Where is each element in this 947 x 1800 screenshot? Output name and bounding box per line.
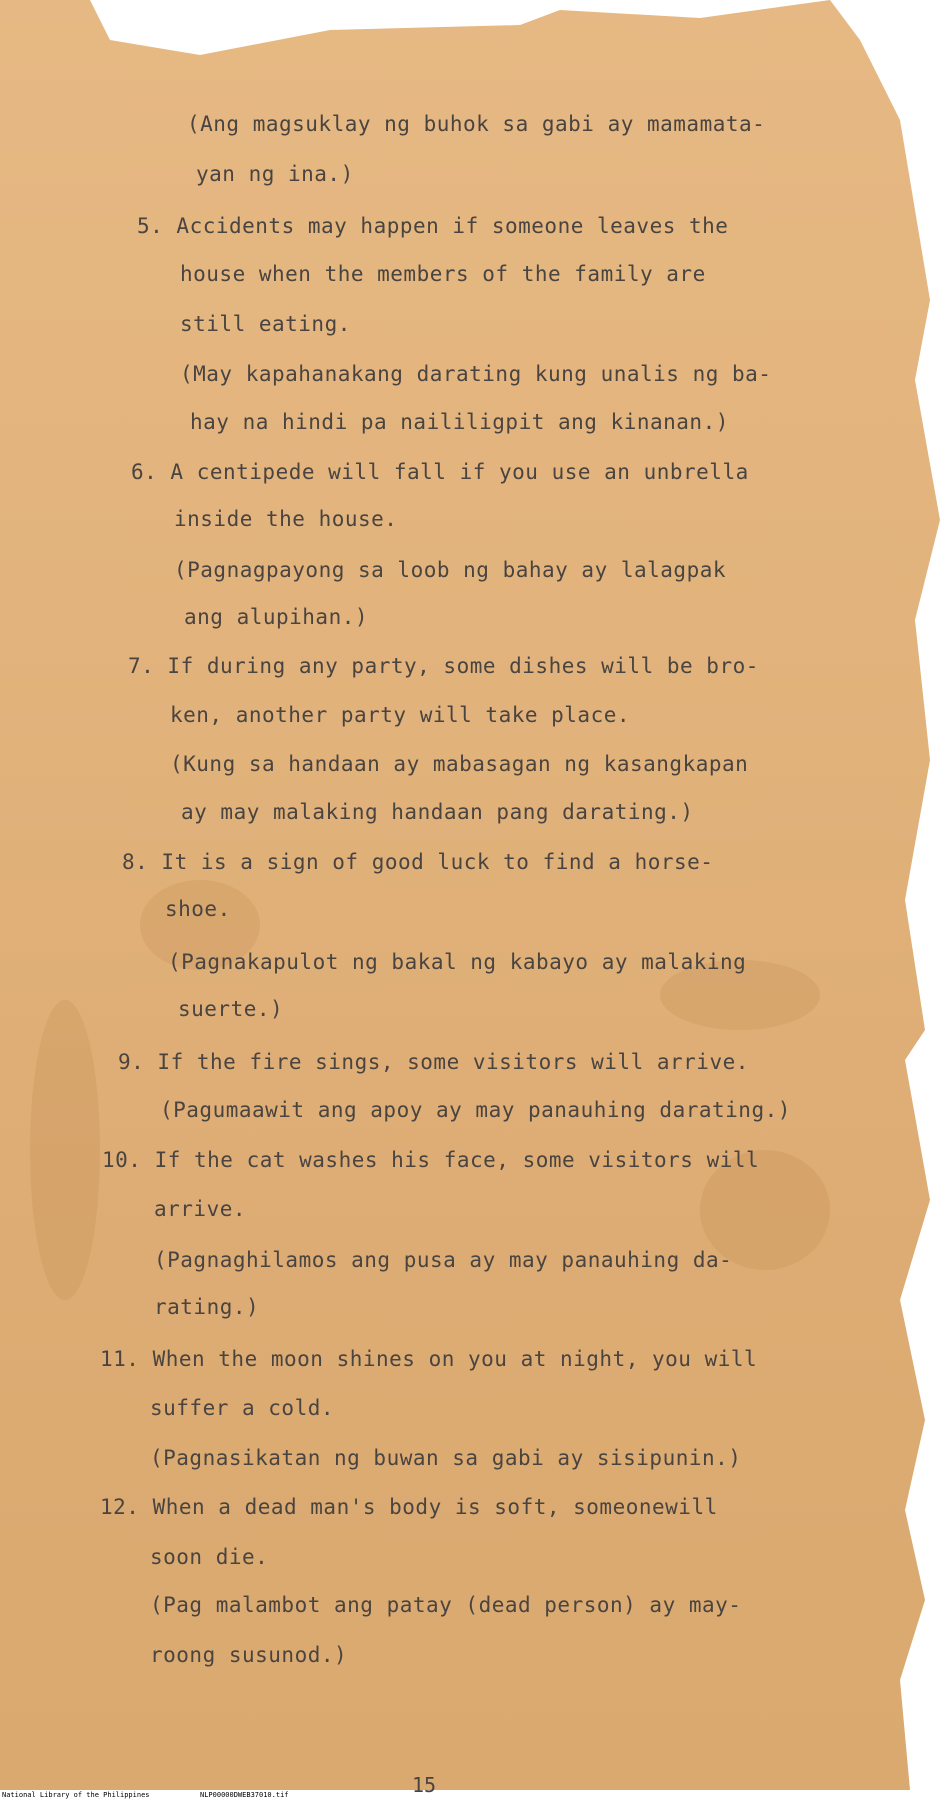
- text-line: (Ang magsuklay ng buhok sa gabi ay mamamata-: [187, 112, 766, 136]
- list-item-6: 6. A centipede will fall if you use an unbrella: [131, 460, 749, 484]
- text-line: (Pagnakapulot ng bakal ng kabayo ay malaking: [168, 950, 747, 974]
- page-number: 15: [412, 1773, 437, 1797]
- text-line: (Pagnaghilamos ang pusa ay may panauhing da-: [154, 1248, 733, 1272]
- file-name: NLP00000DWEB37010.tif: [200, 1791, 289, 1799]
- text-line: roong susunod.): [150, 1643, 348, 1667]
- list-item-10: 10. If the cat washes his face, some visitors will: [102, 1148, 760, 1172]
- text-line: arrive.: [154, 1197, 247, 1221]
- library-credit: National Library of the Philippines: [2, 1791, 150, 1799]
- list-item-11: 11. When the moon shines on you at night, you will: [100, 1347, 758, 1371]
- scan-footer: [0, 1790, 947, 1800]
- list-item-8: 8. It is a sign of good luck to find a horse-: [122, 850, 714, 874]
- text-line: (Pagumaawit ang apoy ay may panauhing darating.): [160, 1098, 791, 1122]
- list-item-5: 5. Accidents may happen if someone leaves the: [137, 214, 729, 238]
- text-line: (Kung sa handaan ay mabasagan ng kasangkapan: [170, 752, 749, 776]
- list-item-12: 12. When a dead man's body is soft, someonewill: [100, 1495, 718, 1519]
- text-line: ang alupihan.): [184, 605, 369, 629]
- text-line: house when the members of the family are: [180, 262, 706, 286]
- text-line: soon die.: [150, 1545, 269, 1569]
- text-line: suffer a cold.: [150, 1396, 335, 1420]
- text-line: (Pagnasikatan ng buwan sa gabi ay sisipunin.): [150, 1446, 742, 1470]
- text-line: hay na hindi pa naililigpit ang kinanan.): [190, 410, 729, 434]
- text-line: shoe.: [165, 897, 231, 921]
- text-line: (May kapahanakang darating kung unalis ng ba-: [180, 362, 772, 386]
- stain: [30, 1000, 100, 1300]
- list-item-9: 9. If the fire sings, some visitors will arrive.: [118, 1050, 749, 1074]
- text-line: (Pag malambot ang patay (dead person) ay may-: [150, 1593, 742, 1617]
- text-line: ay may malaking handaan pang darating.): [181, 800, 694, 824]
- list-item-7: 7. If during any party, some dishes will be bro-: [128, 654, 759, 678]
- text-line: inside the house.: [174, 507, 398, 531]
- text-line: still eating.: [180, 312, 351, 336]
- text-line: suerte.): [178, 997, 284, 1021]
- text-line: ken, another party will take place.: [170, 703, 631, 727]
- text-line: rating.): [154, 1295, 260, 1319]
- text-line: yan ng ina.): [196, 162, 354, 186]
- text-line: (Pagnagpayong sa loob ng bahay ay lalagpak: [174, 558, 727, 582]
